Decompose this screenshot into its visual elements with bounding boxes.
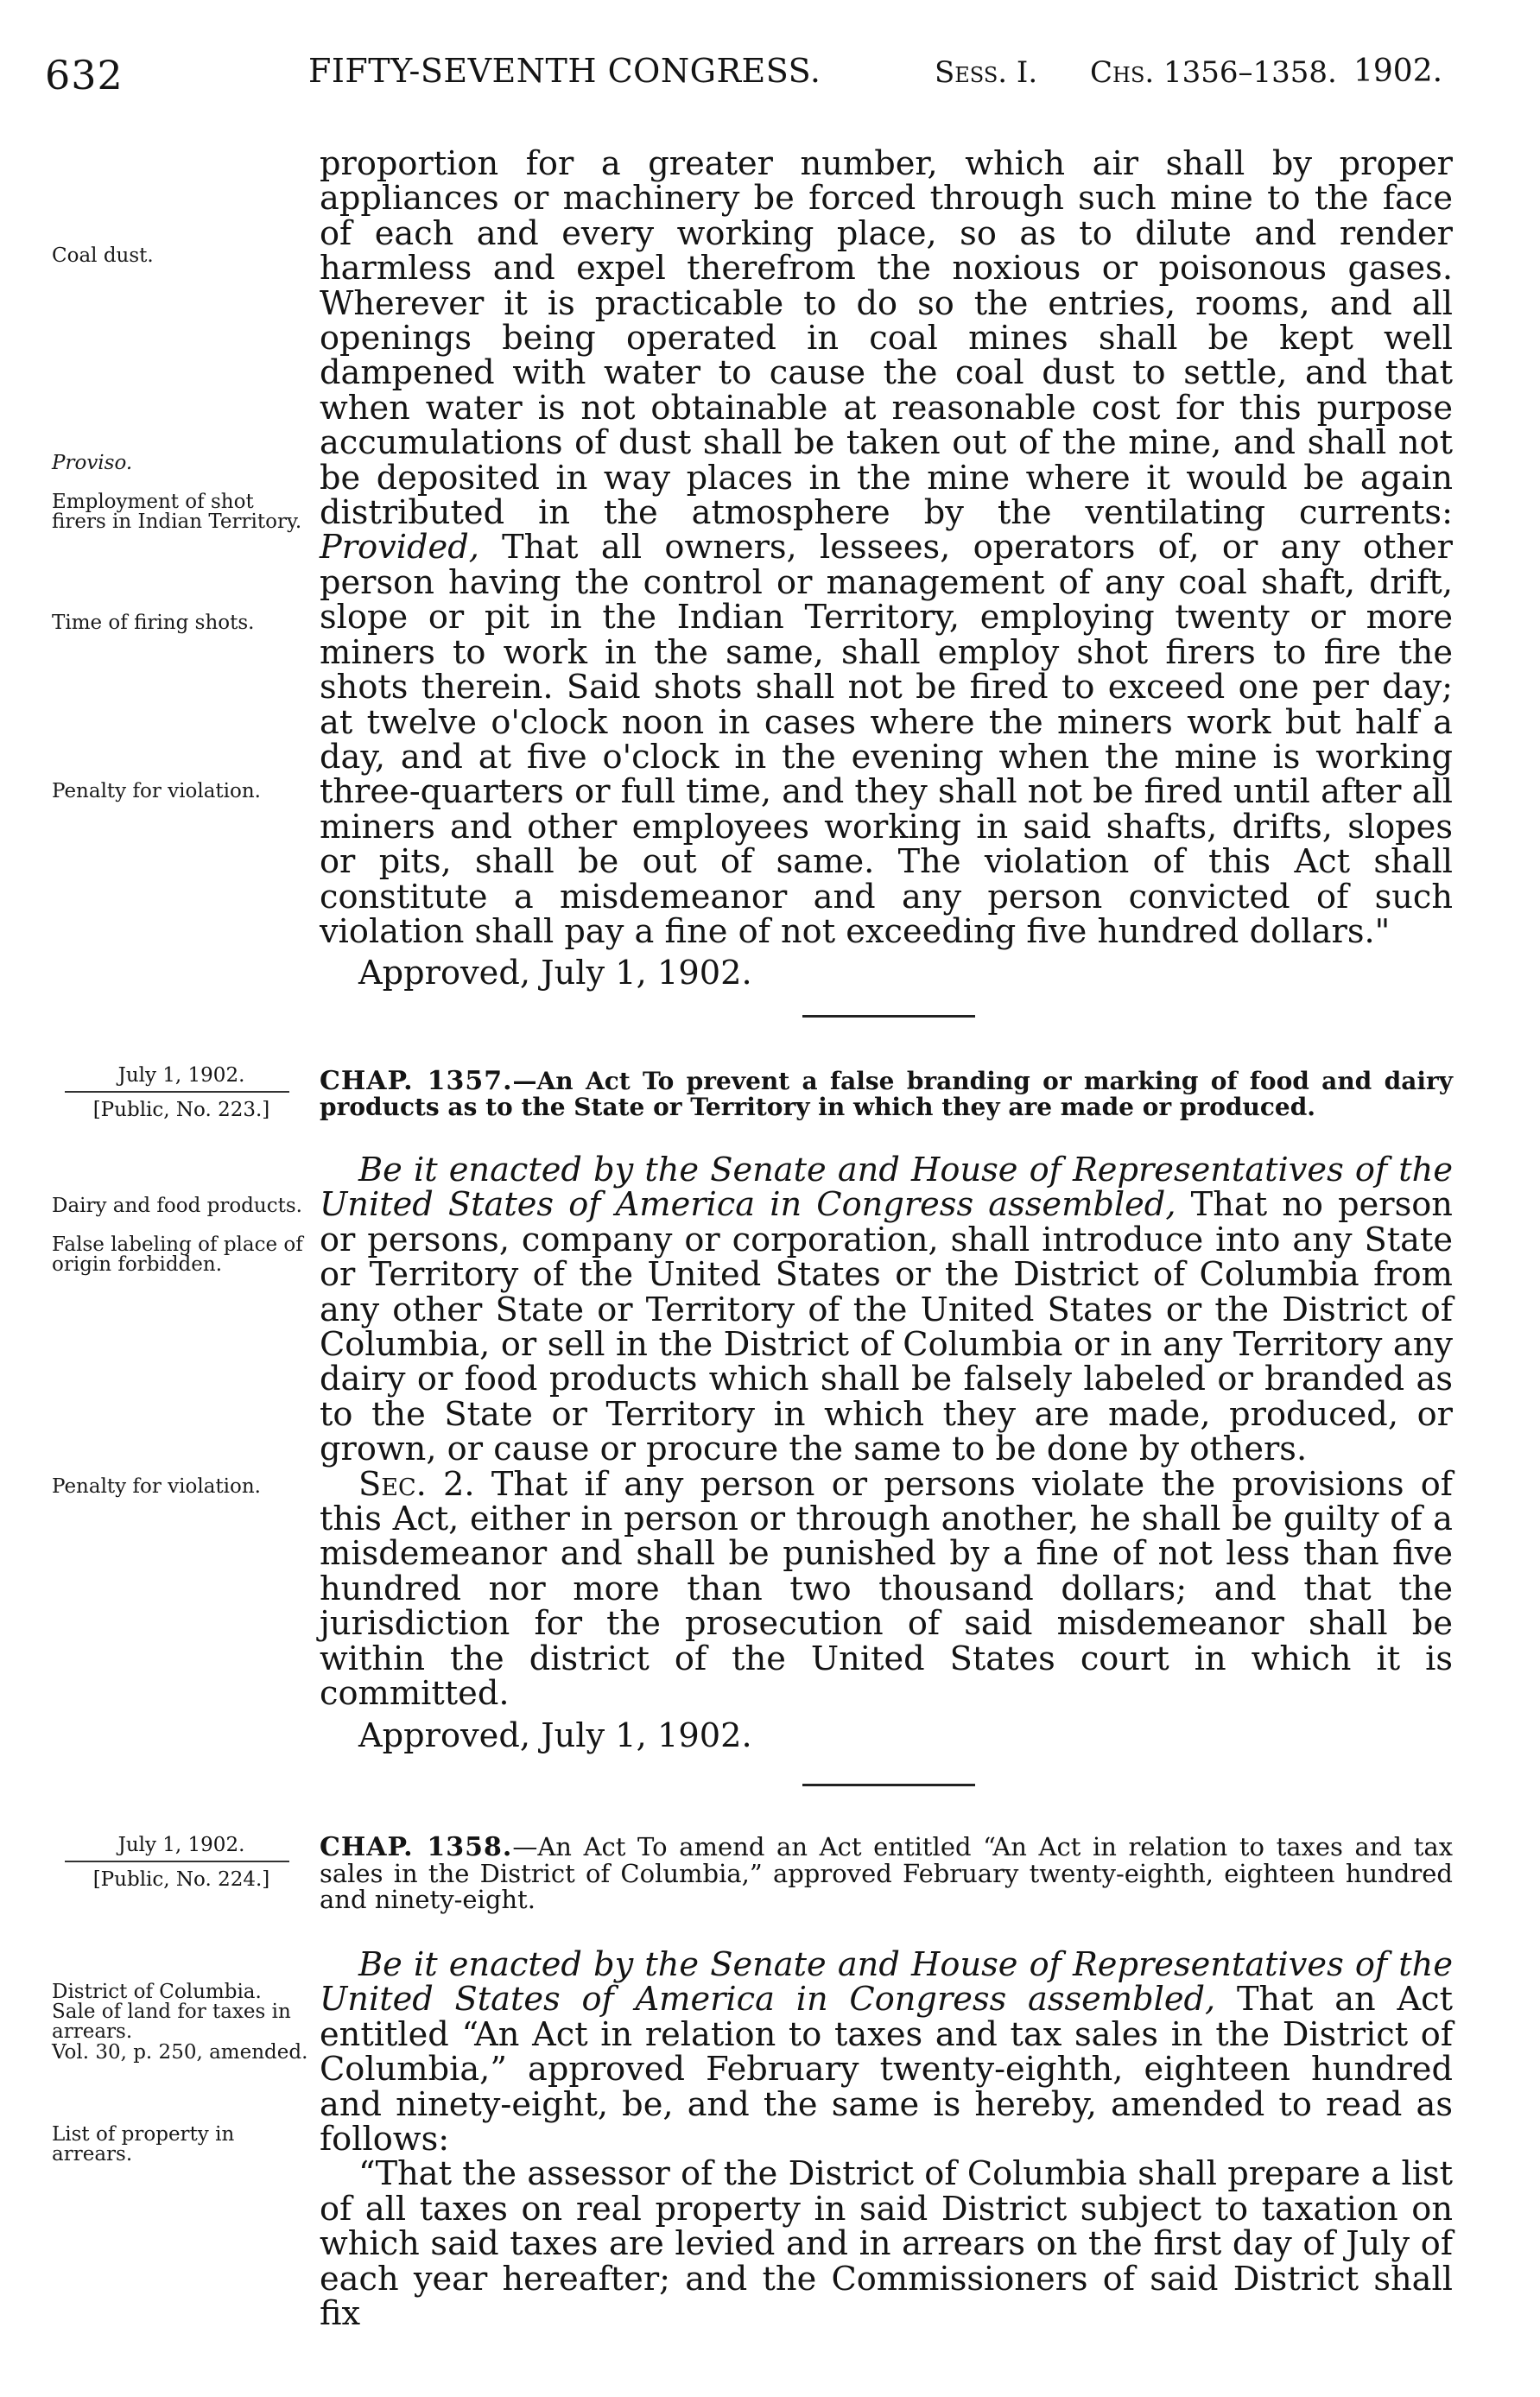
margin-note-list: List of property in arrears. [52, 2123, 235, 2166]
page-number: 632 [45, 52, 124, 98]
margin-note-dairy: Dairy and food products. [52, 1195, 302, 1217]
chapter-1358-section-1: Be it enacted by the Senate and House of Representatives of the United States of America in Congress assembled, That an Act entitled “An Act in relation to taxes and tax sales in the District of Columbia,” approved February twenty-eighth, eighteen hundred and ninety-eight, be, and the same is hereby, amended to read as follows: [320, 1945, 1453, 2159]
enacting-clause-1358: Be it enacted by the Senate and House of Representatives of the United States of America in Congress assembled, [320, 1945, 1453, 2020]
chapter-1357-section-2: Sec. 2. That if any person or persons violate the provisions of this Act, either in person or through another, he shall be guilty of a misdemeanor and shall be punished by a fine of not less than five hundred nor more than two thousand dollars; and that the jurisdiction for the prosecution of said misdemeanor shall be within the district of the United States court in which it is committed. [320, 1464, 1453, 1714]
chapter-1356-paragraph: proportion for a greater number, which air shall by proper appliances or machinery be forced through such mine to the face of each and every working place, so as to dilute and render harmless and expel therefrom the noxious or poisonous gases. Wherever it is practicable to do so the entries, rooms, and all openings being operated in coal mines shall be kept well dampened with water to cause the coal dust to settle, and that when water is not obtainable at reasonable cost for this purpose accumulations of dust shall be taken out of the mine, and shall not be deposited in way places in the mine where it would be again distributed in the atmosphere by the ventilating currents: Provided, That all owners, lessees, operators of, or any other person having the control or management of any coal shaft, drift, slope or pit in the Indian Territory, employing twenty or more miners to work in the same, shall employ shot firers to fire the shots therein. Said shots shall not be fired to exceed one per day; at twelve o'clock noon in cases where the miners work but half a day, and at five o'clock in the evening when the mine is working three-quarters or full time, and they shall not be fired until after all miners and other employees working in said shafts, drifts, slopes or pits, shall be out of same. The violation of this Act shall constitute a misdemeanor and any person convicted of such violation shall pay a fine of not exceeding five hundred dollars." [320, 144, 1453, 951]
chapter-1357-body [320, 1153, 1453, 1753]
margin-note-penalty-1356: Penalty for violation. [52, 780, 261, 802]
margin-note-false-labeling: False labeling of place of origin forbidden. [52, 1233, 303, 1276]
proviso-word: Provided, [320, 528, 479, 568]
section-divider [802, 1015, 975, 1018]
margin-note-district: District of Columbia. Sale of land for taxes in arrears. [52, 1981, 291, 2043]
header-session: Sess. I. [935, 55, 1038, 90]
approved-line-1357: Approved, July 1, 1902. [358, 1715, 752, 1755]
chapter-1358-heading [320, 1834, 1453, 1912]
margin-note-coal-dust: Coal dust. [52, 244, 154, 267]
running-header [45, 26, 1454, 98]
chapter-1358-date: July 1, 1902. [117, 1834, 245, 1856]
sec-2-label: Sec. 2. [358, 1464, 475, 1504]
margin-note-penalty-1357: Penalty for violation. [52, 1475, 261, 1498]
chapter-1357-title: —An Act To prevent a false branding or marking of food and dairy products as to the State or Territory in which they are made or produced. [320, 1067, 1453, 1121]
chapter-1358-quoted-text: “That the assessor of the District of Columbia shall prepare a list of all taxes on real property in said District subject to taxation on which said taxes are levied and in arrears on the first day of July of each year hereafter; and the Commissioners of said District shall fix [320, 2154, 1453, 2334]
date-rule [65, 1861, 289, 1862]
margin-note-employment: Employment of shot firers in Indian Territory. [52, 491, 302, 533]
chapter-1357-public-no: [Public, No. 223.] [92, 1099, 270, 1121]
chapter-1357-heading [320, 1066, 1453, 1121]
margin-note-vol: Vol. 30, p. 250, amended. [52, 2041, 308, 2064]
chapter-1357-label: CHAP. 1357. [320, 1066, 513, 1096]
header-title: FIFTY-SEVENTH CONGRESS. [308, 52, 821, 90]
chapter-1356-body [320, 144, 1453, 993]
chapter-1358-title: —An Act To amend an Act entitled “An Act in relation to taxes and tax sales in the District of Columbia,” approved February twenty-eighth, eighteen hundred and ninety-eight. [320, 1832, 1453, 1914]
margin-note-proviso: Proviso. [52, 452, 133, 474]
date-rule [65, 1091, 289, 1093]
chapter-1358-label: CHAP. 1358. [320, 1832, 513, 1862]
section-divider [802, 1784, 975, 1786]
chapter-1357-date: July 1, 1902. [117, 1064, 245, 1087]
enacting-clause-1357: Be it enacted by the Senate and House of Representatives of the United States of America in Congress assembled, [320, 1151, 1453, 1225]
header-year: 1902. [1353, 54, 1443, 89]
chapter-1357-section-1: Be it enacted by the Senate and House of Representatives of the United States of America in Congress assembled, That no person or persons, company or corporation, shall introduce into any State or Territory of the United States or the District of Columbia from any other State or Territory of the United States or the District of Columbia, or sell in the District of Columbia or in any Territory any dairy or food products which shall be falsely labeled or branded as to the State or Territory in which they are made, produced, or grown, or cause or procure the same to be done by others. [320, 1151, 1453, 1469]
approved-line-1356: Approved, July 1, 1902. [358, 954, 752, 993]
chapter-1358-public-no: [Public, No. 224.] [92, 1868, 270, 1891]
chapter-1358-body [320, 1945, 1453, 2334]
header-chapters: Chs. 1356–1358. [1090, 55, 1337, 90]
margin-note-time-of-firing: Time of firing shots. [52, 612, 255, 634]
